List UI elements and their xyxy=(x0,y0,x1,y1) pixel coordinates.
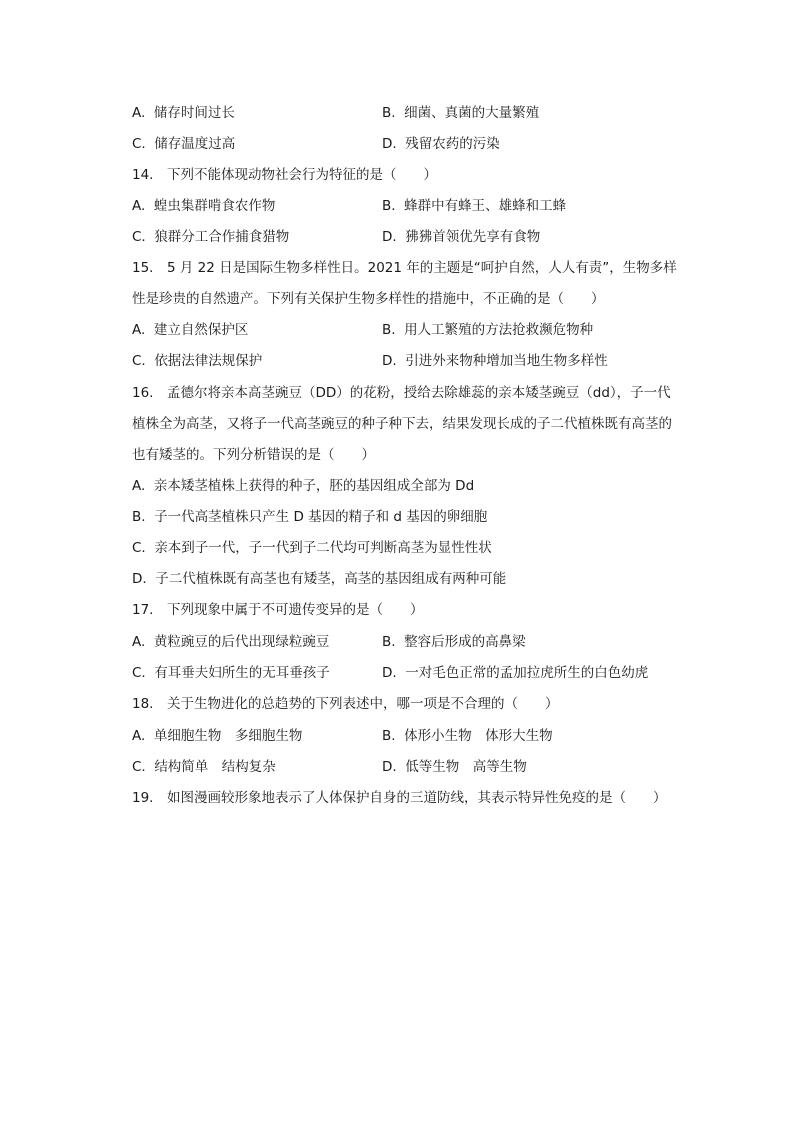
q15-option-b: B. 用人工繁殖的方法抢救濒危物种 xyxy=(382,322,594,338)
q18-option-c: C. 结构简单 结构复杂 xyxy=(132,759,276,775)
q18-option-row-2 xyxy=(132,757,712,777)
q13-option-b: B. 细菌、真菌的大量繁殖 xyxy=(382,105,540,121)
q16-stem-line-1: 16. 孟德尔将亲本高茎豌豆（DD）的花粉，授给去除雄蕊的亲本矮茎豌豆（dd），子一代 xyxy=(132,385,671,401)
q13-option-a: A. 储存时间过长 xyxy=(132,105,235,121)
q15-stem-line-2: 性是珍贵的自然遗产。下列有关保护生物多样性的措施中，不正确的是（ ） xyxy=(132,291,605,307)
q17-option-d: D. 一对毛色正常的孟加拉虎所生的白色幼虎 xyxy=(382,665,649,681)
q17-stem: 17. 下列现象中属于不可遗传变异的是（ ） xyxy=(132,602,424,618)
q17-option-a: A. 黄粒豌豆的后代出现绿粒豌豆 xyxy=(132,634,330,650)
q13-option-c: C. 储存温度过高 xyxy=(132,136,236,152)
q13-option-row-2 xyxy=(132,134,712,154)
q18-option-a: A. 单细胞生物 多细胞生物 xyxy=(132,728,303,744)
q16-option-c: C. 亲本到子一代，子一代到子二代均可判断高茎为显性性状 xyxy=(132,540,492,556)
q16-option-a: A. 亲本矮茎植株上获得的种子，胚的基因组成全部为 Dd xyxy=(132,478,475,494)
q18-option-row-1 xyxy=(132,726,712,746)
q14-option-c: C. 狼群分工合作捕食猎物 xyxy=(132,229,290,245)
q18-option-b: B. 体形小生物 体形大生物 xyxy=(382,728,553,744)
q18-stem: 18. 关于生物进化的总趋势的下列表述中，哪一项是不合理的（ ） xyxy=(132,696,559,712)
q17-option-c: C. 有耳垂夫妇所生的无耳垂孩子 xyxy=(132,665,330,681)
q13-option-d: D. 残留农药的污染 xyxy=(382,136,500,152)
q19-stem: 19. 如图漫画较形象地表示了人体保护自身的三道防线，其表示特异性免疫的是（ ） xyxy=(132,790,667,806)
q16-option-b: B. 子一代高茎植株只产生 D 基因的精子和 d 基因的卵细胞 xyxy=(132,509,488,525)
q14-option-b: B. 蜂群中有蜂王、雄蜂和工蜂 xyxy=(382,198,567,214)
q15-option-a: A. 建立自然保护区 xyxy=(132,322,249,338)
q14-option-row-2 xyxy=(132,227,712,247)
q14-stem: 14. 下列不能体现动物社会行为特征的是（ ） xyxy=(132,167,437,183)
q16-stem-line-2: 植株全为高茎，又将子一代高茎豌豆的种子种下去，结果发现长成的子二代植株既有高茎的 xyxy=(132,416,672,432)
q14-option-d: D. 狒狒首领优先享有食物 xyxy=(382,229,541,245)
q17-option-row-2 xyxy=(132,663,712,683)
q15-option-row-2 xyxy=(132,351,712,371)
q14-option-a: A. 蝗虫集群啃食农作物 xyxy=(132,198,276,214)
q16-option-d: D. 子二代植株既有高茎也有矮茎，高茎的基因组成有两种可能 xyxy=(132,571,507,587)
q15-option-row-1 xyxy=(132,320,712,340)
q15-stem-line-1: 15. 5 月 22 日是国际生物多样性日。2021 年的主题是“呵护自然，人人有责”，生物多样 xyxy=(132,260,677,276)
q16-stem-line-3: 也有矮茎的。下列分析错误的是（ ） xyxy=(132,447,375,463)
q15-option-d: D. 引进外来物种增加当地生物多样性 xyxy=(382,353,608,369)
q15-option-c: C. 依据法律法规保护 xyxy=(132,353,263,369)
q17-option-b: B. 整容后形成的高鼻梁 xyxy=(382,634,526,650)
q13-option-row-1 xyxy=(132,103,712,123)
q18-option-d: D. 低等生物 高等生物 xyxy=(382,759,527,775)
q17-option-row-1 xyxy=(132,632,712,652)
q14-option-row-1 xyxy=(132,196,712,216)
